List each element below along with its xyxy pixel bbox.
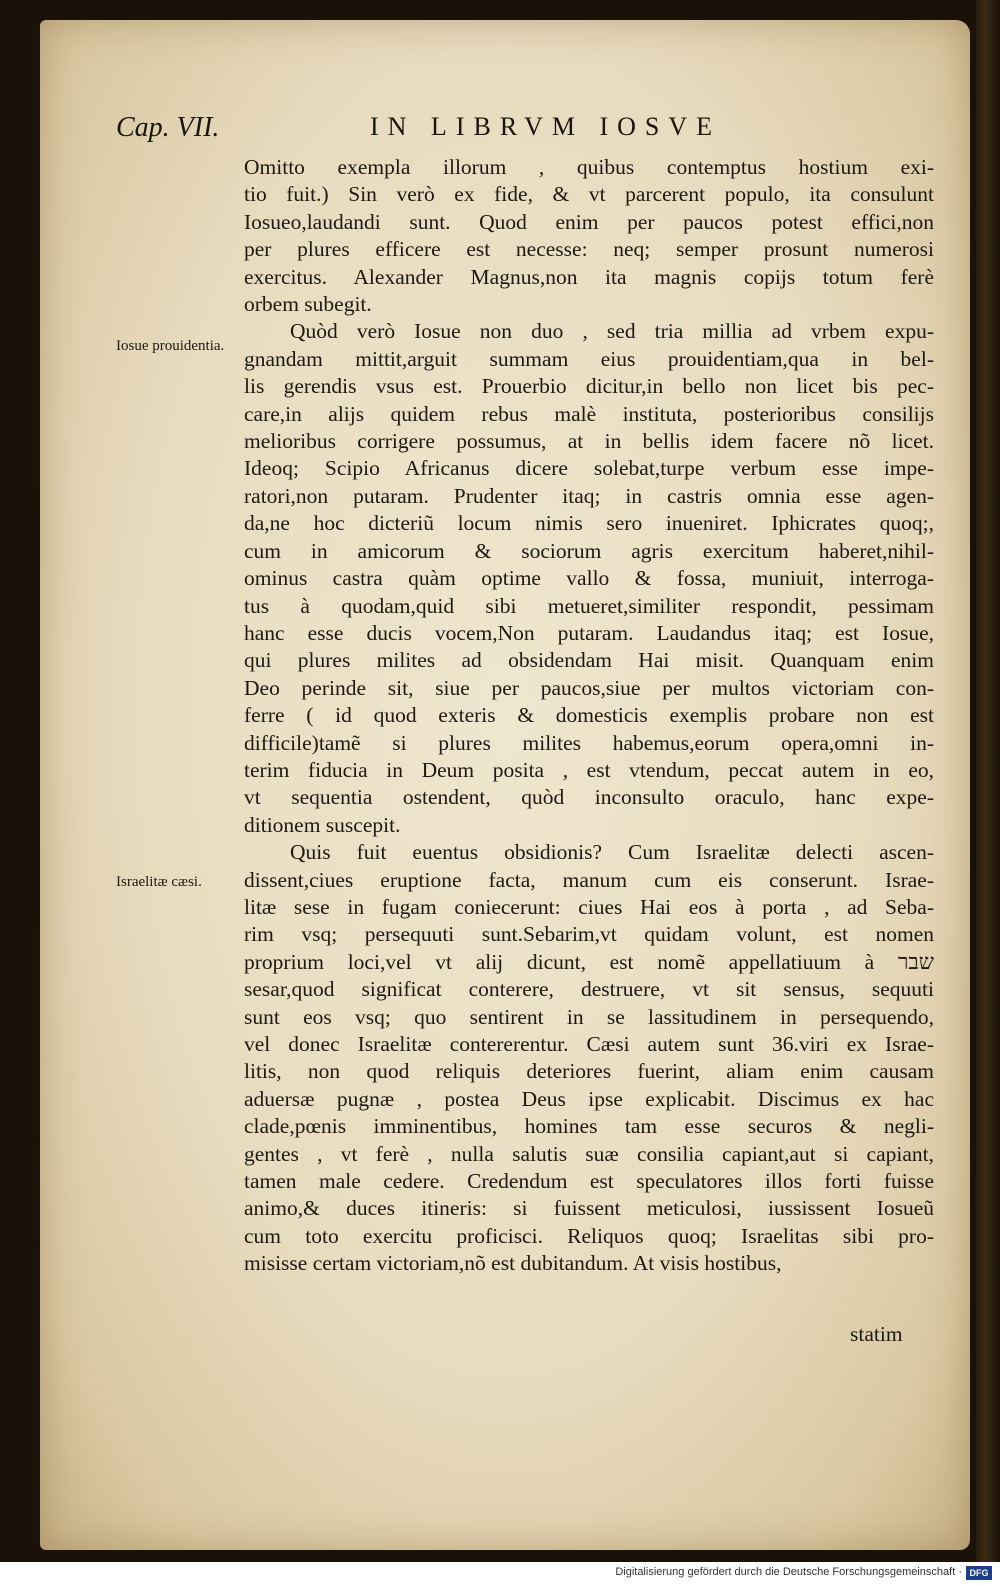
text-line: tamen male cedere. Credendum est speculatores illos forti fuisse	[244, 1169, 934, 1194]
text-line: sunt eos vsq; quo sentirent in se lassitudinem in persequendo,	[244, 1004, 934, 1029]
text-line: tio fuit.) Sin verò ex fide, & vt parcerent populo, ita consulunt	[244, 182, 934, 207]
text-line: terim fiducia in Deum posita , est vtendum, peccat autem in eo,	[244, 757, 934, 782]
text-line: litis, non quod reliquis deteriores fuerint, aliam enim causam	[244, 1059, 934, 1084]
text-line: cum in amicorum & sociorum agris exercitum haberet,nihil-	[244, 538, 934, 563]
text-line: ferre ( id quod exteris & domesticis exemplis probare non est	[244, 703, 934, 728]
text-line: gnandam mittit,arguit summam eius prouidentiam,qua in bel-	[244, 346, 934, 371]
text-line: ditionem suscepit.	[244, 812, 401, 837]
footer-bar	[0, 1562, 1000, 1585]
text-line: orbem subegit.	[244, 292, 372, 317]
body-text	[244, 154, 934, 1278]
text-line: hanc esse ducis vocem,Non putaram. Laudandus itaq; est Iosue,	[244, 620, 934, 645]
text-line: vt sequentia ostendent, quòd inconsulto oraculo, hanc expe-	[244, 785, 934, 810]
text-line: sesar,quod significat conterere, destruere, vt sit sensus, sequuti	[244, 977, 934, 1002]
text-line: Quis fuit euentus obsidionis? Cum Israelitæ delecti ascen-	[290, 840, 934, 865]
dfg-logo: DFG	[966, 1566, 992, 1580]
text-line: da,ne hoc dicteriũ locum nimis sero inueniret. Iphicrates quoq;,	[244, 511, 934, 536]
text-line: care,in alijs quidem rebus malè instituta, posterioribus consilijs	[244, 401, 934, 426]
text-line: Ideoq; Scipio Africanus dicere solebat,turpe verbum esse impe-	[244, 456, 934, 481]
text-line: difficile)tamẽ si plures milites habemus,eorum opera,omni in-	[244, 730, 934, 755]
text-line: Omitto exempla illorum , quibus contemptus hostium exi-	[244, 155, 934, 179]
text-line: clade,pœnis imminentibus, homines tam esse securos & negli-	[244, 1114, 934, 1139]
catchword: statim	[850, 1322, 903, 1346]
running-head	[116, 112, 816, 152]
text-line: cum toto exercitu proficisci. Reliquos quoq; Israelitas sibi pro-	[244, 1223, 934, 1248]
margin-note-iosue-prouidentia: Iosue prouidentia.	[116, 338, 225, 354]
text-line: Iosueo,laudandi sunt. Quod enim per paucos potest effici,non	[244, 209, 934, 234]
chapter-label: Cap. VII.	[116, 112, 220, 143]
text-line: melioribus corrigere possumus, at in bellis idem facere nõ licet.	[244, 429, 934, 454]
footer-credit: Digitalisierung gefördert durch die Deutsche Forschungsgemeinschaft ·	[615, 1566, 962, 1578]
text-line: Quòd verò Iosue non duo , sed tria millia ad vrbem expu-	[290, 319, 934, 344]
text-line: misisse certam victoriam,nõ est dubitandum. At visis hostibus,	[244, 1251, 782, 1276]
text-line: tus à quodam,quid sibi metueret,similiter respondit, pessimam	[244, 593, 934, 618]
text-line: vel donec Israelitæ contererentur. Cæsi autem sunt 36.viri ex Israe-	[244, 1032, 934, 1056]
margin-note-israelitae-caesi: Israelitæ cæsi.	[116, 874, 202, 890]
text-line: per plures efficere est necesse: neq; semper prosunt numerosi	[244, 237, 934, 262]
text-line: Deo perinde sit, siue per paucos,siue per multos victoriam con-	[244, 675, 934, 700]
text-line: dissent,ciues eruptione facta, manum cum eis conserunt. Israe-	[244, 867, 934, 892]
text-line: lis gerendis vsus est. Prouerbio dicitur,in bello non licet bis pec-	[244, 374, 934, 399]
book-binding-edge	[976, 0, 1000, 1562]
text-line: ratori,non putaram. Prudenter itaq; in castris omnia esse agen-	[244, 483, 934, 508]
text-line: proprium loci,vel vt alij dicunt, est nomẽ appellatiuum à שבר	[244, 949, 934, 974]
text-line: ominus castra quàm optime vallo & fossa, muniuit, interroga-	[244, 566, 934, 591]
text-line: rim vsq; persequuti sunt.Sebarim,vt quidam volunt, est nomen	[244, 922, 934, 947]
text-line: exercitus. Alexander Magnus,non ita magnis copijs totum ferè	[244, 264, 934, 289]
book-title: IN LIBRVM IOSVE	[370, 112, 722, 141]
text-line: aduersæ pugnæ , postea Deus ipse explicabit. Discimus ex hac	[244, 1086, 934, 1111]
text-line: animo,& duces itineris: si fuissent meticulosi, iussissent Iosueũ	[244, 1196, 934, 1221]
text-line: litæ sese in fugam coniecerunt: ciues Hai eos à porta , ad Seba-	[244, 894, 934, 919]
text-line: gentes , vt ferè , nulla salutis suæ consilia capiant,aut si capiant,	[244, 1141, 934, 1166]
text-line: qui plures milites ad obsidendam Hai misit. Quanquam enim	[244, 648, 934, 673]
